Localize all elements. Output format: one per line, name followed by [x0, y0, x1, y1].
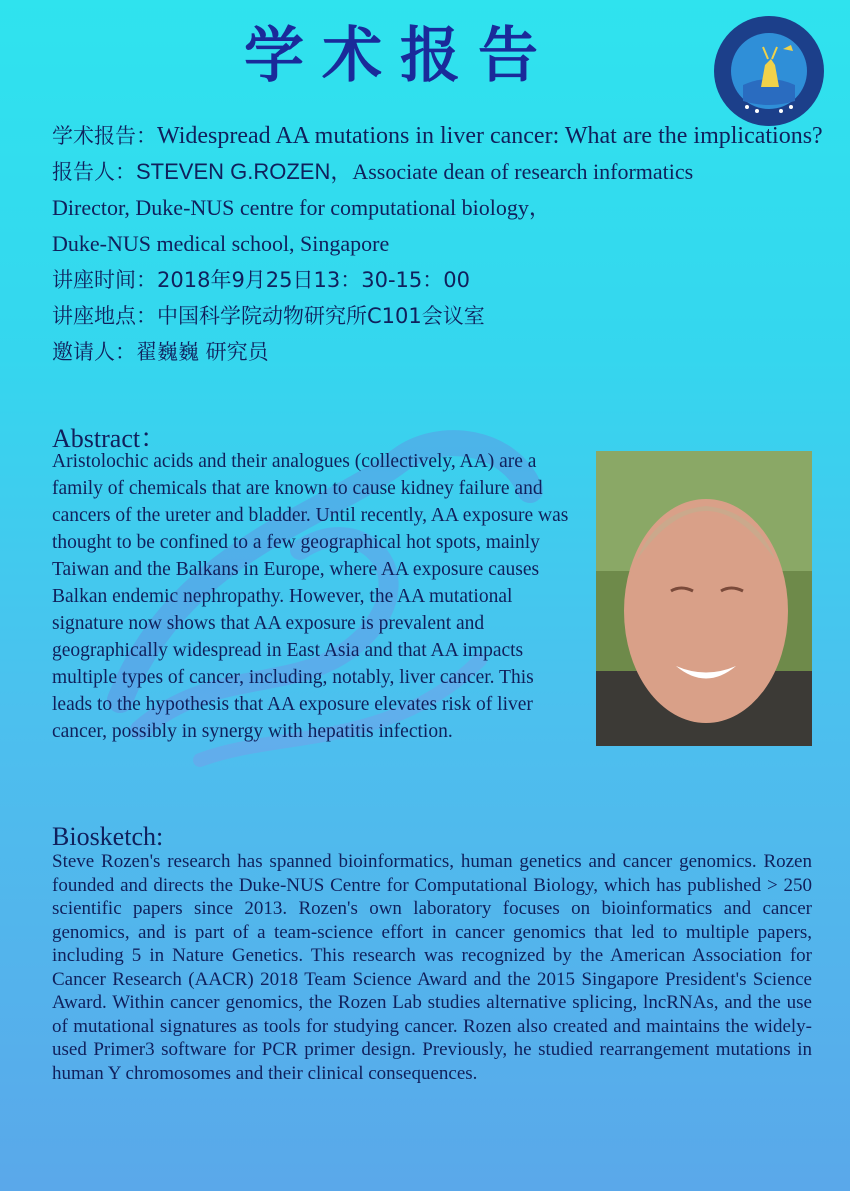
- speaker-photo: [596, 451, 812, 746]
- abstract-text: Aristolochic acids and their analogues (collectively, AA) are a family of chemicals that are known to cause kidney failure and cancers of the ureter and bladder. Until recently, AA exposure was thought to be confined to a few geographical hot spots, mainly Taiwan and the Balkans in Europe, where AA exposure causes Balkan endemic nephropathy. However, the AA mutational signature now shows that AA exposure is prevalent and geographically widespread in East Asia and that AA impacts multiple types of cancer, including, notably, liver cancer. This leads to the hypothesis that AA exposure elevates risk of liver cancer, possibly in synergy with hepatitis infection.: [52, 451, 569, 742]
- speaker-line: 报告人：STEVEN G.ROZEN，Associate dean of research informatics: [52, 159, 694, 184]
- talk-location: 讲座地点：中国科学院动物研究所C101会议室: [52, 304, 485, 328]
- talk-host: 邀请人：翟巍巍 研究员: [52, 340, 269, 364]
- abstract-heading: Abstract：: [52, 424, 167, 453]
- talk-title: 学术报告：Widespread AA mutations in liver cancer: What are the implications?: [52, 123, 823, 149]
- speaker-role-2: Director, Duke-NUS centre for computational biology，: [52, 195, 551, 220]
- biosketch-text: Steve Rozen's research has spanned bioinformatics, human genetics and cancer genomics. Rozen founded and directs the Duke-NUS Centre for Computational Biology, which has published > 250 scientific papers since 2013. Rozen's own laboratory focuses on bioinformatics and cancer genomics, and is part of a team-science effort in cancer genomics that led to multiple papers, including 5 in Nature Genetics. This research was recognized by the American Association for Cancer Research (AACR) 2018 Team Science Award and the 2015 Singapore President's Science Award. Within cancer genomics, the Rozen Lab studies alternative splicing, lncRNAs, and the use of mutational signatures as tools for studying cancer. Rozen also created and maintains the widely-used Primer3 software for PCR primer design. Previously, he studied rearrangement mutations in human Y chromosomes and their clinical consequences.: [52, 851, 812, 1084]
- page-title: 学术报告: [244, 21, 556, 91]
- biosketch-heading: Biosketch:: [52, 822, 164, 851]
- speaker-name: STEVEN G.ROZEN，: [136, 159, 353, 184]
- institute-logo: [713, 15, 825, 127]
- talk-time: 讲座时间：2018年9月25日13：30-15：00: [52, 268, 470, 292]
- speaker-role-3: Duke-NUS medical school, Singapore: [52, 231, 390, 256]
- talk-info: [52, 118, 827, 370]
